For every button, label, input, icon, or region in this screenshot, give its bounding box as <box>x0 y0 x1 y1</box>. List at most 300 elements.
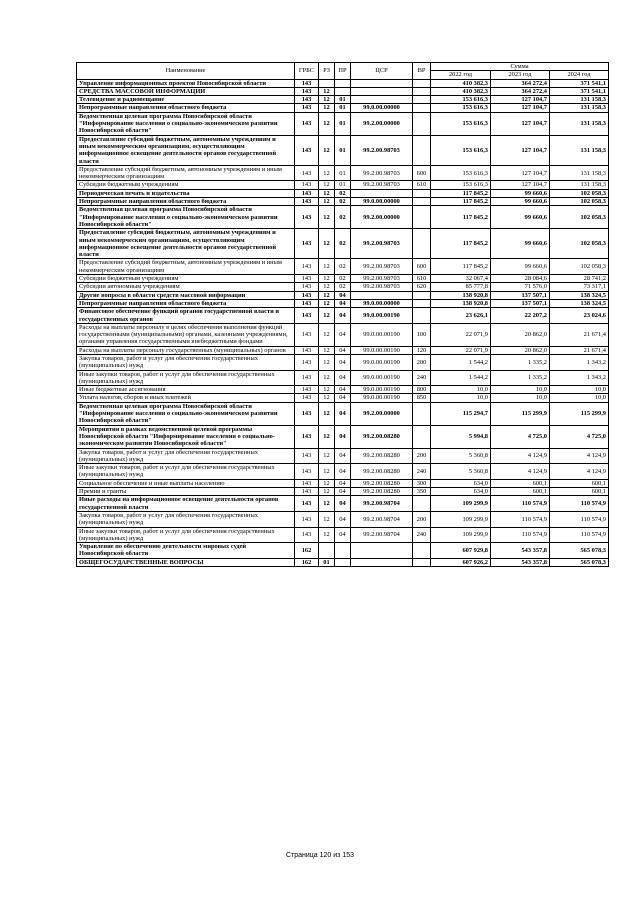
cell-vr <box>413 425 431 448</box>
cell-2024: 131 158,3 <box>550 165 609 181</box>
cell-2022: 117 845,2 <box>431 198 491 206</box>
cell-2023: 20 862,0 <box>491 346 550 354</box>
cell-vr <box>413 496 431 512</box>
cell-2023: 99 660,6 <box>491 229 550 259</box>
cell-2023: 99 660,6 <box>491 198 550 206</box>
table-row <box>77 275 609 283</box>
cell-name: Иные закупки товаров, работ и услуг для обеспечения государственных (муниципальных) нужд <box>77 370 295 386</box>
cell-csr: 99.2.00.08280 <box>351 425 413 448</box>
cell-vr <box>413 198 431 206</box>
cell-2023: 20 862,0 <box>491 323 550 346</box>
cell-pr: 04 <box>335 386 351 394</box>
cell-pr: 02 <box>335 283 351 291</box>
table-body <box>77 79 609 566</box>
header-name: Наименование <box>77 63 295 80</box>
cell-2022: 23 626,1 <box>431 308 491 324</box>
cell-2024: 102 058,3 <box>550 229 609 259</box>
header-rz: РЗ <box>319 63 335 80</box>
cell-2024: 10,0 <box>550 386 609 394</box>
cell-2022: 410 382,3 <box>431 87 491 95</box>
cell-2022: 109 299,9 <box>431 496 491 512</box>
header-year-2024: 2024 год <box>550 71 609 79</box>
cell-csr: 99.2.00.08280 <box>351 479 413 487</box>
cell-rz: 12 <box>319 299 335 307</box>
cell-2023: 127 104,7 <box>491 135 550 165</box>
cell-grbs: 143 <box>295 299 319 307</box>
cell-2022: 10,0 <box>431 386 491 394</box>
cell-csr: 99.0.00.00000 <box>351 198 413 206</box>
cell-name: Непрограммные направления областного бюджета <box>77 198 295 206</box>
cell-vr: 600 <box>413 259 431 275</box>
cell-2023: 600,1 <box>491 479 550 487</box>
cell-2024: 600,1 <box>550 479 609 487</box>
cell-2023: 22 207,2 <box>491 308 550 324</box>
cell-2024: 1 343,2 <box>550 370 609 386</box>
cell-2022: 153 616,3 <box>431 104 491 112</box>
table-row <box>77 448 609 464</box>
cell-csr: 99.0.00.00190 <box>351 386 413 394</box>
cell-pr: 04 <box>335 496 351 512</box>
cell-2024: 102 058,3 <box>550 259 609 275</box>
cell-2022: 109 299,9 <box>431 511 491 527</box>
table-row <box>77 488 609 496</box>
cell-vr: 850 <box>413 394 431 402</box>
cell-2024: 131 158,3 <box>550 104 609 112</box>
cell-2022: 153 616,3 <box>431 181 491 189</box>
cell-rz: 12 <box>319 464 335 480</box>
cell-name: Мероприятия в рамках ведомственной целевой программы Новосибирской области "Информирование населения о социально-экономическом развитии Новосибирской области" <box>77 425 295 448</box>
cell-rz: 01 <box>319 558 335 566</box>
cell-grbs: 143 <box>295 479 319 487</box>
table-row <box>77 198 609 206</box>
cell-grbs: 143 <box>295 527 319 543</box>
cell-2023: 1 335,2 <box>491 370 550 386</box>
cell-2024: 4 725,0 <box>550 425 609 448</box>
table-row <box>77 386 609 394</box>
cell-pr: 02 <box>335 275 351 283</box>
cell-name: Непрограммные направления областного бюджета <box>77 104 295 112</box>
table-row <box>77 87 609 95</box>
table-row <box>77 464 609 480</box>
cell-pr: 04 <box>335 346 351 354</box>
cell-grbs: 143 <box>295 448 319 464</box>
header-sum: Сумма <box>431 63 609 71</box>
table-row <box>77 112 609 135</box>
cell-2023: 99 660,6 <box>491 206 550 229</box>
cell-vr: 200 <box>413 354 431 370</box>
cell-csr: 99.2.00.98704 <box>351 527 413 543</box>
cell-csr: 99.2.00.98703 <box>351 259 413 275</box>
cell-rz: 12 <box>319 198 335 206</box>
cell-2024: 131 158,3 <box>550 112 609 135</box>
cell-pr: 04 <box>335 308 351 324</box>
cell-csr: 99.0.00.00190 <box>351 370 413 386</box>
cell-2022: 117 845,2 <box>431 206 491 229</box>
cell-csr: 99.2.00.98703 <box>351 165 413 181</box>
cell-2024: 73 317,1 <box>550 283 609 291</box>
table-row <box>77 479 609 487</box>
cell-vr <box>413 558 431 566</box>
table-row <box>77 135 609 165</box>
table-header <box>77 63 609 80</box>
cell-grbs: 143 <box>295 394 319 402</box>
table-row <box>77 558 609 566</box>
header-csr: ЦСР <box>351 63 413 80</box>
cell-vr <box>413 135 431 165</box>
cell-2024: 600,1 <box>550 488 609 496</box>
cell-vr <box>413 308 431 324</box>
cell-name: ОБЩЕГОСУДАРСТВЕННЫЕ ВОПРОСЫ <box>77 558 295 566</box>
cell-2022: 138 920,8 <box>431 291 491 299</box>
cell-name: Иные закупки товаров, работ и услуг для обеспечения государственных (муниципальных) нужд <box>77 527 295 543</box>
cell-2024: 138 324,5 <box>550 299 609 307</box>
cell-grbs: 143 <box>295 165 319 181</box>
cell-name: Субсидии бюджетным учреждениям <box>77 275 295 283</box>
cell-vr: 240 <box>413 527 431 543</box>
cell-vr: 240 <box>413 370 431 386</box>
cell-2022: 1 544,2 <box>431 370 491 386</box>
cell-csr <box>351 291 413 299</box>
cell-csr <box>351 558 413 566</box>
cell-rz: 12 <box>319 425 335 448</box>
cell-rz: 12 <box>319 189 335 197</box>
cell-rz: 12 <box>319 402 335 425</box>
cell-rz: 12 <box>319 104 335 112</box>
cell-name: Закупка товаров, работ и услуг для обеспечения государственных (муниципальных) нужд <box>77 448 295 464</box>
cell-rz: 12 <box>319 496 335 512</box>
cell-2024: 131 158,3 <box>550 135 609 165</box>
cell-2024: 1 343,2 <box>550 354 609 370</box>
cell-2024: 110 574,9 <box>550 496 609 512</box>
cell-2024: 131 158,3 <box>550 96 609 104</box>
cell-2023: 110 574,9 <box>491 511 550 527</box>
cell-pr: 01 <box>335 181 351 189</box>
cell-grbs: 143 <box>295 135 319 165</box>
table-row <box>77 96 609 104</box>
cell-vr <box>413 402 431 425</box>
cell-name: Иные закупки товаров, работ и услуг для обеспечения государственных (муниципальных) нужд <box>77 464 295 480</box>
cell-2023: 99 660,6 <box>491 189 550 197</box>
cell-name: Иные расходы на информационное освещение деятельности органов государственной власти <box>77 496 295 512</box>
cell-csr: 99.2.00.00000 <box>351 112 413 135</box>
cell-2023: 364 272,4 <box>491 79 550 87</box>
table-row <box>77 181 609 189</box>
header-vr: ВР <box>413 63 431 80</box>
cell-vr: 610 <box>413 181 431 189</box>
cell-2023: 127 104,7 <box>491 104 550 112</box>
cell-2023: 127 104,7 <box>491 165 550 181</box>
cell-rz: 12 <box>319 165 335 181</box>
cell-grbs: 143 <box>295 198 319 206</box>
cell-pr: 04 <box>335 527 351 543</box>
table-row <box>77 206 609 229</box>
cell-2022: 117 845,2 <box>431 229 491 259</box>
cell-vr: 600 <box>413 165 431 181</box>
cell-name: Финансовое обеспечение функций органов государственной власти и государственных органов <box>77 308 295 324</box>
cell-2024: 110 574,9 <box>550 511 609 527</box>
cell-csr: 99.0.00.00190 <box>351 354 413 370</box>
cell-2022: 22 071,9 <box>431 346 491 354</box>
cell-2022: 634,0 <box>431 488 491 496</box>
cell-2023: 600,1 <box>491 488 550 496</box>
cell-2022: 138 920,8 <box>431 299 491 307</box>
table-row <box>77 104 609 112</box>
cell-vr: 350 <box>413 488 431 496</box>
cell-2024: 138 324,5 <box>550 291 609 299</box>
cell-pr <box>335 558 351 566</box>
cell-2022: 5 994,8 <box>431 425 491 448</box>
cell-2024: 10,0 <box>550 394 609 402</box>
cell-rz: 12 <box>319 135 335 165</box>
cell-2022: 153 616,3 <box>431 165 491 181</box>
table-row <box>77 299 609 307</box>
table-row <box>77 165 609 181</box>
cell-2022: 634,0 <box>431 479 491 487</box>
cell-2024: 115 299,9 <box>550 402 609 425</box>
cell-2023: 127 104,7 <box>491 96 550 104</box>
cell-csr: 99.0.00.00190 <box>351 323 413 346</box>
cell-2023: 4 124,9 <box>491 464 550 480</box>
cell-csr: 99.2.00.98703 <box>351 135 413 165</box>
cell-rz: 12 <box>319 87 335 95</box>
cell-rz: 12 <box>319 511 335 527</box>
table-row <box>77 543 609 559</box>
cell-grbs: 143 <box>295 346 319 354</box>
cell-csr: 99.2.00.98703 <box>351 181 413 189</box>
cell-vr <box>413 229 431 259</box>
cell-name: Другие вопросы в области средств массовой информации <box>77 291 295 299</box>
cell-2023: 10,0 <box>491 394 550 402</box>
table-row <box>77 527 609 543</box>
cell-rz: 12 <box>319 386 335 394</box>
cell-name: Премии и гранты <box>77 488 295 496</box>
cell-name: Ведомственная целевая программа Новосибирской области "Информирование населения о социально-экономическом развитии Новосибирской области" <box>77 402 295 425</box>
cell-2022: 32 067,4 <box>431 275 491 283</box>
cell-2023: 543 357,8 <box>491 543 550 559</box>
cell-grbs: 143 <box>295 402 319 425</box>
cell-rz: 12 <box>319 323 335 346</box>
table-row <box>77 283 609 291</box>
cell-2024: 28 741,2 <box>550 275 609 283</box>
cell-grbs: 143 <box>295 496 319 512</box>
cell-rz: 12 <box>319 479 335 487</box>
cell-grbs: 143 <box>295 206 319 229</box>
cell-vr <box>413 291 431 299</box>
cell-2022: 85 777,8 <box>431 283 491 291</box>
cell-pr: 04 <box>335 370 351 386</box>
cell-2024: 565 078,3 <box>550 543 609 559</box>
cell-2024: 131 158,3 <box>550 181 609 189</box>
cell-csr: 99.2.00.08280 <box>351 448 413 464</box>
cell-csr: 99.2.00.98704 <box>351 511 413 527</box>
cell-grbs: 143 <box>295 291 319 299</box>
cell-2023: 115 299,9 <box>491 402 550 425</box>
cell-grbs: 143 <box>295 189 319 197</box>
cell-2022: 607 929,8 <box>431 543 491 559</box>
cell-2024: 4 124,9 <box>550 464 609 480</box>
cell-2022: 153 616,3 <box>431 96 491 104</box>
cell-csr <box>351 87 413 95</box>
cell-name: Закупка товаров, работ и услуг для обеспечения государственных (муниципальных) нужд <box>77 511 295 527</box>
header-year-2023: 2023 год <box>491 71 550 79</box>
cell-name: Предоставление субсидий бюджетным, автономным учреждениям и иным некоммерческим организациям <box>77 165 295 181</box>
cell-rz: 12 <box>319 96 335 104</box>
cell-grbs: 143 <box>295 96 319 104</box>
cell-vr: 620 <box>413 283 431 291</box>
cell-pr: 04 <box>335 354 351 370</box>
cell-2023: 99 660,6 <box>491 259 550 275</box>
table-row <box>77 79 609 87</box>
cell-vr: 240 <box>413 464 431 480</box>
cell-csr <box>351 189 413 197</box>
cell-2024: 21 671,4 <box>550 323 609 346</box>
cell-2022: 117 845,2 <box>431 259 491 275</box>
cell-csr <box>351 543 413 559</box>
cell-vr <box>413 87 431 95</box>
cell-grbs: 143 <box>295 488 319 496</box>
cell-name: Уплата налогов, сборов и иных платежей <box>77 394 295 402</box>
cell-vr <box>413 299 431 307</box>
cell-grbs: 143 <box>295 386 319 394</box>
cell-2022: 115 294,7 <box>431 402 491 425</box>
cell-name: Непрограммные направления областного бюджета <box>77 299 295 307</box>
header-year-2022: 2022 год <box>431 71 491 79</box>
cell-rz: 12 <box>319 112 335 135</box>
cell-2024: 21 671,4 <box>550 346 609 354</box>
cell-csr: 99.0.00.00000 <box>351 104 413 112</box>
cell-rz: 12 <box>319 291 335 299</box>
table-row <box>77 189 609 197</box>
cell-name: Закупка товаров, работ и услуг для обеспечения государственных (муниципальных) нужд <box>77 354 295 370</box>
cell-2024: 565 078,3 <box>550 558 609 566</box>
cell-grbs: 143 <box>295 79 319 87</box>
cell-name: Периодическая печать и издательства <box>77 189 295 197</box>
cell-grbs: 143 <box>295 259 319 275</box>
cell-vr: 800 <box>413 386 431 394</box>
cell-2024: 102 058,3 <box>550 206 609 229</box>
cell-pr: 02 <box>335 206 351 229</box>
cell-grbs: 143 <box>295 181 319 189</box>
cell-csr: 99.2.00.00000 <box>351 402 413 425</box>
cell-vr <box>413 206 431 229</box>
cell-pr: 04 <box>335 488 351 496</box>
cell-vr: 300 <box>413 479 431 487</box>
cell-2024: 23 024,6 <box>550 308 609 324</box>
cell-pr: 04 <box>335 464 351 480</box>
cell-name: Ведомственная целевая программа Новосибирской области "Информирование населения о социально-экономическом развитии Новосибирской области" <box>77 206 295 229</box>
cell-vr: 120 <box>413 346 431 354</box>
cell-2023: 28 084,6 <box>491 275 550 283</box>
cell-name: Управление по обеспечению деятельности мировых судей Новосибирской области <box>77 543 295 559</box>
cell-rz: 12 <box>319 181 335 189</box>
cell-name: Иные бюджетные ассигнования <box>77 386 295 394</box>
cell-name: Расходы на выплаты персоналу в целях обеспечения выполнения функций государственными (муниципальными) органами, казенными учреждениями, органами управления государственными внебюджетными фондами <box>77 323 295 346</box>
page-number: Страница 120 из 153 <box>285 852 355 859</box>
cell-2022: 109 299,9 <box>431 527 491 543</box>
cell-rz: 12 <box>319 346 335 354</box>
cell-2023: 4 124,9 <box>491 448 550 464</box>
cell-vr: 200 <box>413 511 431 527</box>
table-row <box>77 370 609 386</box>
cell-pr: 04 <box>335 402 351 425</box>
table-row <box>77 229 609 259</box>
cell-pr: 04 <box>335 511 351 527</box>
cell-name: Предоставление субсидий бюджетным, автономным учреждениям и иным некоммерческим организациям, осуществляющим информационное освещение деятельности органов государственной власти <box>77 135 295 165</box>
table-row <box>77 394 609 402</box>
cell-rz <box>319 79 335 87</box>
cell-pr: 01 <box>335 104 351 112</box>
cell-pr: 01 <box>335 165 351 181</box>
cell-2022: 10,0 <box>431 394 491 402</box>
cell-pr: 01 <box>335 96 351 104</box>
cell-2023: 110 574,9 <box>491 496 550 512</box>
cell-grbs: 162 <box>295 558 319 566</box>
table-row <box>77 511 609 527</box>
cell-2023: 364 272,4 <box>491 87 550 95</box>
table-row <box>77 259 609 275</box>
cell-pr: 04 <box>335 291 351 299</box>
cell-csr: 99.2.00.98703 <box>351 275 413 283</box>
cell-csr: 99.2.00.08280 <box>351 488 413 496</box>
cell-grbs: 162 <box>295 543 319 559</box>
table-row <box>77 354 609 370</box>
cell-grbs: 143 <box>295 511 319 527</box>
cell-name: Телевидение и радиовещание <box>77 96 295 104</box>
header-grbs: ГРБС <box>295 63 319 80</box>
cell-vr <box>413 112 431 135</box>
cell-name: Субсидии автономным учреждениям <box>77 283 295 291</box>
cell-2023: 1 335,2 <box>491 354 550 370</box>
cell-2024: 102 058,3 <box>550 189 609 197</box>
table-row <box>77 346 609 354</box>
cell-2023: 127 104,7 <box>491 181 550 189</box>
budget-table <box>76 62 609 567</box>
cell-2024: 110 574,9 <box>550 527 609 543</box>
cell-csr: 99.0.00.00190 <box>351 308 413 324</box>
cell-2023: 71 576,0 <box>491 283 550 291</box>
cell-2023: 137 507,1 <box>491 291 550 299</box>
cell-2023: 543 357,8 <box>491 558 550 566</box>
cell-2022: 5 360,8 <box>431 448 491 464</box>
cell-csr: 99.2.00.00000 <box>351 206 413 229</box>
cell-csr: 99.2.00.98703 <box>351 229 413 259</box>
table-row <box>77 308 609 324</box>
cell-2022: 153 616,3 <box>431 112 491 135</box>
cell-grbs: 143 <box>295 425 319 448</box>
cell-pr: 01 <box>335 112 351 135</box>
cell-grbs: 143 <box>295 308 319 324</box>
cell-pr: 04 <box>335 479 351 487</box>
cell-2022: 5 360,8 <box>431 464 491 480</box>
cell-vr: 100 <box>413 323 431 346</box>
cell-2023: 137 507,1 <box>491 299 550 307</box>
cell-name: СРЕДСТВА МАССОВОЙ ИНФОРМАЦИИ <box>77 87 295 95</box>
cell-name: Расходы на выплаты персоналу государственных (муниципальных) органов <box>77 346 295 354</box>
cell-vr: 200 <box>413 448 431 464</box>
table-row <box>77 425 609 448</box>
cell-rz: 12 <box>319 206 335 229</box>
cell-csr <box>351 96 413 104</box>
cell-rz: 12 <box>319 527 335 543</box>
cell-pr: 02 <box>335 259 351 275</box>
cell-vr <box>413 96 431 104</box>
cell-2022: 22 071,9 <box>431 323 491 346</box>
cell-rz <box>319 543 335 559</box>
cell-vr: 610 <box>413 275 431 283</box>
cell-csr: 99.0.00.00190 <box>351 394 413 402</box>
cell-rz: 12 <box>319 394 335 402</box>
cell-pr: 04 <box>335 323 351 346</box>
